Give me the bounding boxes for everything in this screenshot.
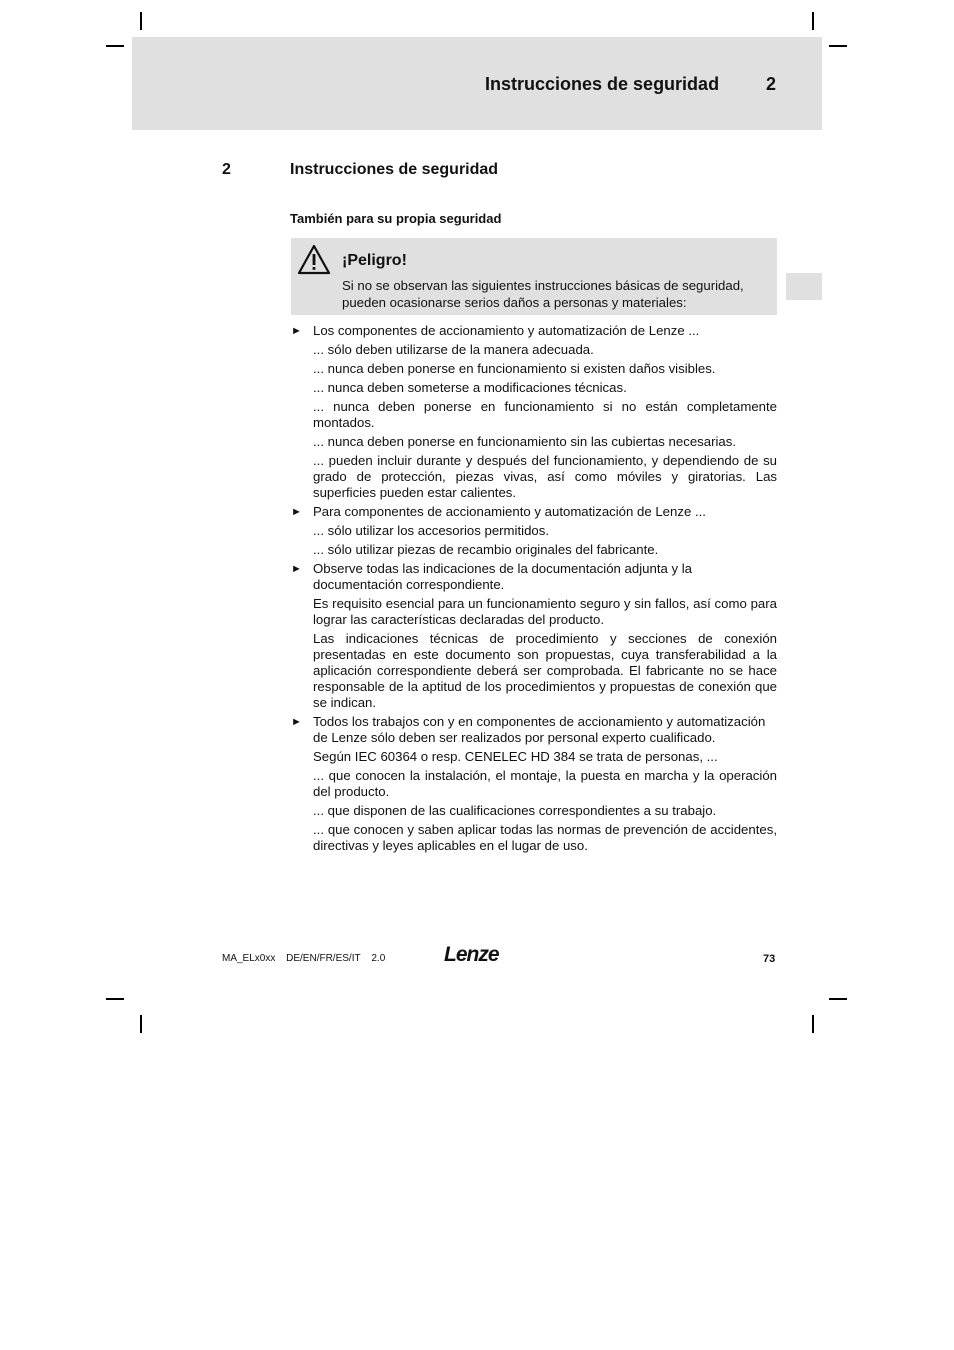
bullet-arrow-icon: ► <box>291 716 302 728</box>
item-sub: ... pueden incluir durante y después del funcionamiento, y dependiendo de su grado de protección, piezas vivas, así como móviles y giratorias. Las superficies pueden estar calientes. <box>313 453 777 500</box>
item-lead: Para componentes de accionamiento y automatización de Lenze ... <box>313 504 706 519</box>
crop-mark <box>140 1015 142 1033</box>
footer-doc-code: MA_ELx0xx <box>222 953 276 964</box>
item-sub: Las indicaciones técnicas de procedimiento y secciones de conexión presentadas en este documento son propuestas, cuya transferabilidad a la aplicación correspondiente deberá ser comprobada. El fabricante no se hace responsable de la aptitud de los procedimientos y propuestas de conexión que se indican. <box>313 631 777 710</box>
bullet-arrow-icon: ► <box>291 506 302 518</box>
section-title: Instrucciones de seguridad <box>290 161 499 178</box>
list-item <box>291 714 777 854</box>
subheading: También para su propia seguridad <box>290 211 502 226</box>
list-item <box>291 323 777 501</box>
bullet-arrow-icon: ► <box>291 325 302 337</box>
danger-notice <box>291 238 777 315</box>
item-sub: ... nunca deben ponerse en funcionamiento sin las cubiertas necesarias. <box>313 434 736 449</box>
item-lead: Los componentes de accionamiento y automatización de Lenze ... <box>313 323 700 338</box>
danger-title: ¡Peligro! <box>342 252 407 269</box>
bullet-arrow-icon: ► <box>291 563 302 575</box>
crop-mark <box>140 12 142 30</box>
crop-mark <box>829 45 847 47</box>
warning-triangle-icon <box>297 244 331 276</box>
crop-mark <box>812 1015 814 1033</box>
chapter-side-tab <box>786 273 822 300</box>
lenze-logo: Lenze <box>444 943 499 966</box>
item-sub: ... nunca deben ponerse en funcionamiento si existen daños visibles. <box>313 361 716 376</box>
item-lead: Todos los trabajos con y en componentes de accionamiento y automatización de Lenze sólo deben ser realizados por personal experto cualificado. <box>313 714 766 745</box>
item-sub: ... que disponen de las cualificaciones correspondientes a su trabajo. <box>313 803 717 818</box>
header-chapter-number: 2 <box>766 74 777 94</box>
item-sub: ... que conocen la instalación, el montaje, la puesta en marcha y la operación del producto. <box>313 768 777 799</box>
crop-mark <box>829 998 847 1000</box>
footer-doc-info <box>222 953 393 964</box>
list-item <box>291 504 777 558</box>
item-sub: Es requisito esencial para un funcionamiento seguro y sin fallos, así como para lograr las características declaradas del producto. <box>313 596 777 627</box>
crop-mark <box>106 998 124 1000</box>
footer-languages: DE/EN/FR/ES/IT <box>286 953 361 964</box>
item-sub: ... nunca deben someterse a modificaciones técnicas. <box>313 380 627 395</box>
item-sub: ... sólo deben utilizarse de la manera adecuada. <box>313 342 594 357</box>
header-title: Instrucciones de seguridad <box>485 74 720 94</box>
item-sub: ... nunca deben ponerse en funcionamiento si no están completamente montados. <box>313 399 777 430</box>
section-number: 2 <box>222 161 231 178</box>
item-sub: ... sólo utilizar los accesorios permitidos. <box>313 523 549 538</box>
instruction-list <box>291 320 777 854</box>
danger-text-line: pueden ocasionarse serios daños a personas y materiales: <box>342 295 687 310</box>
item-sub: ... sólo utilizar piezas de recambio originales del fabricante. <box>313 542 659 557</box>
footer-version: 2.0 <box>371 953 386 964</box>
item-sub: Según IEC 60364 o resp. CENELEC HD 384 se trata de personas, ... <box>313 749 718 764</box>
crop-mark <box>106 45 124 47</box>
danger-text <box>342 277 762 311</box>
item-sub: ... que conocen y saben aplicar todas las normas de prevención de accidentes, directivas y leyes aplicables en el lugar de uso. <box>313 822 777 853</box>
item-lead: Observe todas las indicaciones de la documentación adjunta y la documentación correspondiente. <box>313 561 693 592</box>
crop-mark <box>812 12 814 30</box>
page-number: 73 <box>763 953 776 965</box>
danger-text-line: Si no se observan las siguientes instrucciones básicas de seguridad, <box>342 278 744 293</box>
list-item <box>291 561 777 711</box>
